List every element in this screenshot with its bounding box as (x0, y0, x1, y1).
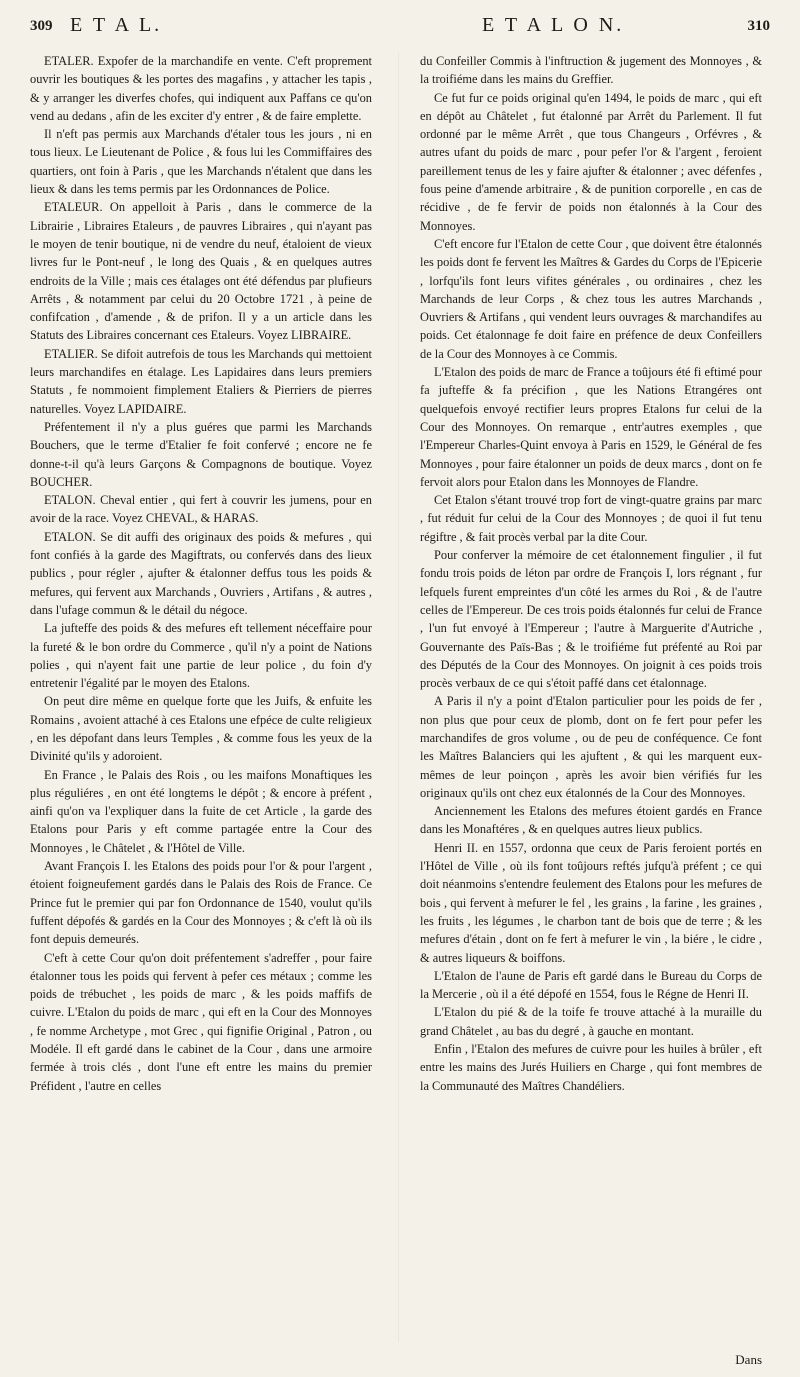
right-column (420, 52, 762, 1352)
paragraph: ETALER. Expofer de la marchandife en vente. C'eft proprement ouvrir les boutiques & les portes des magafins , y attacher les tapis , & y arranger les diverfes chofes, qui indiquent aux Paffans ce qu'on vend au dedans , afin de les exciter d'y entrer , & de faire emplette. (30, 54, 372, 123)
paragraph: Anciennement les Etalons des mefures étoient gardés en France dans les Monaftéres , & en quelques autres lieux publics. (420, 804, 762, 837)
catchword: Dans (735, 1352, 762, 1367)
left-page-number: 309 (30, 18, 53, 34)
running-header (30, 14, 770, 48)
right-running-title: E T A L O N. (482, 14, 625, 36)
paragraph: ETALIER. Se difoit autrefois de tous les Marchands qui mettoient leurs marchandifes en étalage. Les Lapidaires dans leurs premiers Statuts , fe nommoient fimplement Etaliers & Pierriers de pierres naturelles. Voyez LAPIDAIRE. (30, 346, 372, 416)
paragraph: C'eft encore fur l'Etalon de cette Cour , que doivent être étalonnés les poids dont fe fervent les Maîtres & Gardes du Corps de l'Epicerie , lorfqu'ils font leurs vifites générales , ou ordinaires , chez les Marchands de leur Corps , & chez tous les autres Marchands , Ouvriers & Artifans , qui vendent leurs ouvrages & marchandifes au poids. Cet étalonnage fe doit faire en préfence de deux Confeillers de la Cour des Monnoyes à ce Commis. (420, 236, 762, 361)
left-running-title: E T A L. (70, 14, 163, 36)
paragraph: En France , le Palais des Rois , ou les maifons Monaftiques les plus réguliéres , en ont été longtems le dépôt ; & encore à préfent , ainfi qu'on va l'expliquer dans la fuite de cet Article , la garde des Etalons pour Paris y eft comme partagée entre la Cour des Monnoyes , le Châtelet , & l'Hôtel de Ville. (30, 767, 372, 855)
paragraph: ETALON. Se dit auffi des originaux des poids & mefures , qui font confiés à la garde des Magiftrats, ou confervés dans des lieux publics , pour régler , ajufter & étalonner deffus tous les poids & mefures, qui fervent aux Marchands , Ouvriers , Artifans , & autres , dans l'ufage commun & le détail du négoce. (30, 529, 372, 617)
paragraph: Préfentement il n'y a plus guéres que parmi les Marchands Bouchers, que le terme d'Etalier fe foit confervé ; encore ne fe donne-t-il qu'à leurs Garçons & Compagnons de boutique. Voyez BOUCHER. (30, 419, 372, 489)
paragraph: L'Etalon du pié & de la toife fe trouve attaché à la muraille du grand Châtelet , au bas du degré , à gauche en montant. (420, 1005, 762, 1038)
paragraph: Avant François I. les Etalons des poids pour l'or & pour l'argent , étoient foigneufement gardés dans le Palais des Rois de France. Ce Prince fut le premier qui par fon Ordonnance de 1540, voulut qu'ils fuffent dépofés & gardés en la Cour des Monnoyes ; & c'eft là où ils font depuis demeurés. (30, 859, 372, 947)
paragraph: L'Etalon des poids de marc de France a toûjours été fi eftimé pour fa jufteffe & fa précifion , que les Nations Etrangéres ont quelquefois envoyé rectifier leurs propres Etalons fur celui de la Cour des Monnoyes. On remarque , entr'autres exemples , que l'Empereur Charles-Quint envoya à Paris en 1529, le Général de fes Monnoyes , pour faire étalonner un poids de deux marcs , dont on fe fervoit alors pour Etalon dans les Monnoyes de Flandre. (420, 365, 762, 489)
paragraph: On peut dire même en quelque forte que les Juifs, & enfuite les Romains , avoient attaché à ces Etalons une efpéce de culte religieux , en les dépofant dans leurs Temples , & comme fous les yeux de la Divinité qu'ils y adoroient. (30, 694, 372, 764)
left-column (30, 52, 372, 1352)
paragraph: ETALEUR. On appelloit à Paris , dans le commerce de la Librairie , Libraires Etaleurs , de pauvres Libraires , qui n'ayant pas le moyen de tenir boutique, ni de vendre du neuf, étaloient de vieux livres fur le Pont-neuf , le long des Quais , & en quelques autres endroits de la Ville ; mais ces étalages ont été défendus par plufieurs Arrêts , & notamment par celui du 20 Octobre 1721 , à peine de confifcation , d'amende , & de prifon. Il y a un article dans les Statuts des Libraires concernant ces Etaleurs. Voyez LIBRAIRE. (30, 200, 372, 343)
paragraph: La jufteffe des poids & des mefures eft tellement néceffaire pour la fureté & le bon ordre du Commerce , qu'il n'y a point de Nations polies , qui n'ayent fait une partie de leur police , du foin d'y entretenir l'égalité par le moyen des Etalons. (30, 621, 372, 691)
right-page-number: 310 (747, 18, 770, 34)
paragraph: A Paris il n'y a point d'Etalon particulier pour les poids de fer , non plus que pour ceux de plomb, dont on fe fert pour pefer les marchandifes de gros volume , ou de peu de conféquence. Ce font les Maîtres Balanciers qui les ajuftent , & qui les marquent eux-mêmes de leur poinçon , après les avoir bien vérifiés fur les originaux qu'ils ont chez eux étalonnés de la Cour des Monnoyes. (420, 694, 762, 800)
paragraph: Cet Etalon s'étant trouvé trop fort de vingt-quatre grains par marc , fut réduit fur celui de la Cour des Monnoyes ; de quoi il fut tenu régiftre , & fait procès verbal par la dite Cour. (420, 493, 762, 544)
paragraph: Ce fut fur ce poids original qu'en 1494, le poids de marc , qui eft en dépôt au Châtelet , fut étalonné par Arrêt du Parlement. Il fut ordonné par le même Arrêt , que tous Changeurs , Orfévres , & autres ufant du poids de marc , pour pefer l'or & l'argent , feroient pareillement tenus de les y faire ajufter & étalonner ; avec défenfes , fous peine d'amende arbitraire , & de punition corporelle , en cas de récidive , de fe fervir de poids non étalonnés à la Cour des Monnoyes. (420, 90, 762, 233)
paragraph: Henri II. en 1557, ordonna que ceux de Paris feroient portés en l'Hôtel de Ville , où ils font toûjours reftés jufqu'à préfent ; ce qui doit néanmoins s'entendre feulement des Etalons pour les mefures de bois , qui fervent à mefurer le fel , les grains , la farine , les graines , les fruits , les légumes , le charbon tant de bois que de terre ; & les mefures d'étain , dont on fe fert à mefurer le vin , la biére , le cidre , & autres liqueurs & boiffons. (420, 840, 762, 965)
paragraph: ETALON. Cheval entier , qui fert à couvrir les jumens, pour en avoir de la race. Voyez CHEVAL, & HARAS. (30, 493, 372, 526)
paragraph: C'eft à cette Cour qu'on doit préfentement s'adreffer , pour faire étalonner tous les poids qui fervent à pefer ces métaux ; comme les poids de trébuchet , les poids de marc , & les poids maffifs de cuivre. L'Etalon du poids de marc , qui eft en la Cour des Monnoyes , fe nomme Archetype , mot Grec , qui fignifie Original , Patron , ou Modéle. Il eft gardé dans le cabinet de la Cour , dans une armoire fermée à trois clés , dont l'une eft entre les mains du premier Préfident , l'autre en celles (30, 950, 372, 1093)
paragraph: Enfin , l'Etalon des mefures de cuivre pour les huiles à brûler , eft entre les mains des Jurés Huiliers en Charge , qui font membres de la Communauté des Maîtres Chandéliers. (420, 1042, 762, 1093)
paragraph: Il n'eft pas permis aux Marchands d'étaler tous les jours , ni en tous lieux. Le Lieutenant de Police , & fous lui les Commiffaires des quartiers, ont foin à Paris , que les Marchands n'étalent que dans les lieux & dans les tems permis par les Ordonnances de Police. (30, 127, 372, 197)
paragraph: du Confeiller Commis à l'inftruction & jugement des Monnoyes , & la troifiéme dans les mains du Greffier. (420, 54, 762, 87)
column-gutter (398, 52, 399, 1342)
paragraph: Pour conferver la mémoire de cet étalonnement fingulier , il fut fondu trois poids de léton par ordre de François I, lors régnant , fur lefquels furent empreintes d'un côté les armes du Roi , & de l'autre celles de l'Empereur. De ces trois poids étalonnés fur celui de France , l'un fut envoyé à l'Empereur ; l'autre à Marguerite d'Autriche , Gouvernante des Païs-Bas ; & le troifiéme fut préfenté au Roi par des Députés de la Cour des Monnoyes. On joignit à ces poids trois procès verbaux de ce qui s'étoit paffé dans cet étalonnage. (420, 548, 762, 691)
paragraph: L'Etalon de l'aune de Paris eft gardé dans le Bureau du Corps de la Mercerie , où il a été dépofé en 1554, fous le Régne de Henri II. (420, 968, 762, 1002)
